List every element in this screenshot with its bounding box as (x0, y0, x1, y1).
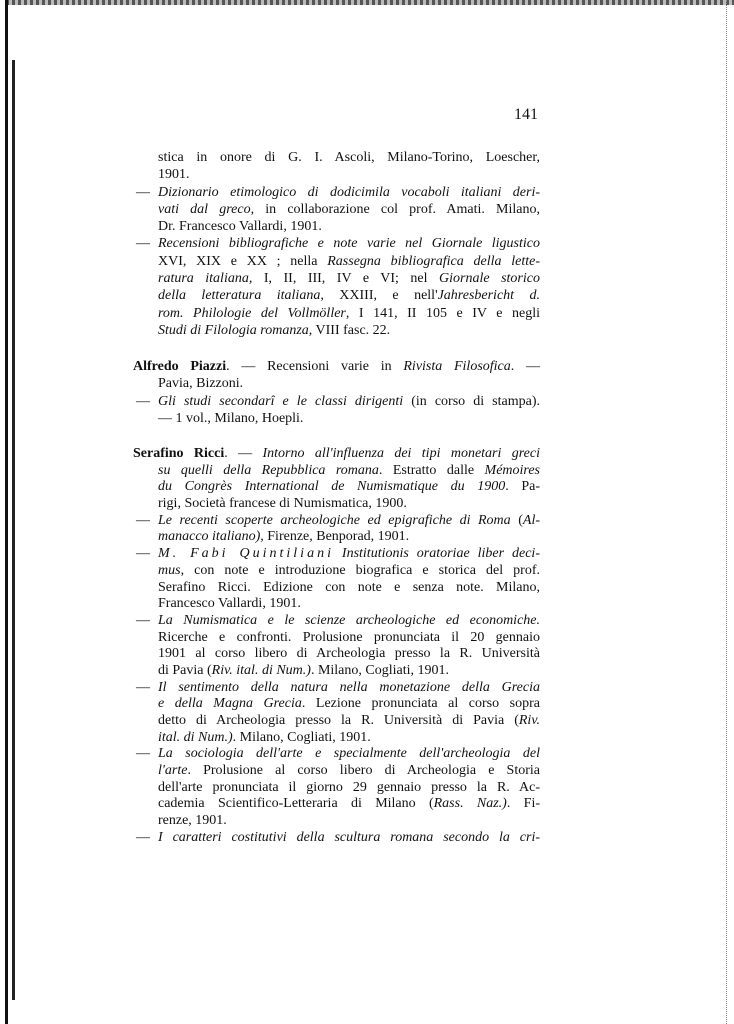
title-run: Institutionis oratoriae liber deci- (333, 546, 540, 562)
text-run: rigi, Società francese di Numismatica, 1900. (158, 496, 407, 512)
title-run: Rivista Filosofica (403, 359, 511, 374)
em-dash-marker: — (136, 184, 150, 200)
text-line (158, 166, 540, 183)
text-line (158, 270, 540, 287)
title-run: Studi di Filologia romanza, (158, 322, 313, 338)
title-run: Intorno all'influenza dei tipi monetari greci (262, 446, 540, 461)
text-line (158, 696, 540, 713)
title-run: Riv. (518, 713, 540, 728)
text-run: — 1 vol., Milano, Hoepli. (158, 410, 304, 426)
text-line (136, 235, 540, 252)
text-run: dell'arte pronunciata il giorno 29 gennaio presso la R. Ac- (158, 779, 540, 795)
text-run: di Pavia ( (158, 662, 212, 678)
author-name: Serafino Ricci (133, 446, 225, 461)
em-dash-marker: — (136, 546, 150, 562)
bibliography-item (158, 149, 540, 184)
text-line (158, 596, 540, 613)
title-run: I caratteri costitutivi della scultura romana secondo la cri- (158, 829, 540, 845)
title-run: vati dal greco (158, 201, 251, 217)
text-run: detto di Archeologia presso la R. Università di Pavia ( (158, 713, 519, 728)
text-line (158, 496, 540, 513)
text-line (158, 580, 540, 597)
title-run: La sociologia dell'arte e specialmente dell'archeologia del (158, 746, 540, 762)
em-dash-marker: — (136, 512, 150, 528)
text-run: . Lezione pronunciata al corso sopra (301, 696, 540, 712)
title-run: ital. di Num.) (158, 729, 233, 745)
title-run: e della Magna Grecia (158, 696, 302, 712)
title-run: Riv. ital. di Num.) (211, 662, 311, 678)
title-run: su quelli della Repubblica romana (158, 462, 379, 478)
text-line (136, 746, 540, 763)
em-dash-marker: — (136, 612, 150, 628)
text-run: VIII fasc. 22. (312, 322, 391, 338)
bibliography-item (136, 235, 540, 339)
text-line (158, 646, 540, 663)
text-run: Serafino Ricci. Edizione con note e senza note. Milano, (158, 579, 540, 595)
title-run: Le recenti scoperte archeologiche ed epigrafiche di Roma (158, 512, 511, 528)
text-line (136, 393, 540, 410)
title-run: rom. Philologie del Vollmöller (158, 305, 346, 321)
title-run: Rassegna bibliografica della lette- (327, 253, 540, 269)
text-line (158, 730, 540, 747)
bibliography-item (136, 746, 540, 829)
text-line (158, 218, 540, 235)
text-run: , con note e introduzione biografica e storica del prof. (180, 562, 540, 578)
scan-top-edge (0, 0, 734, 5)
text-line (133, 358, 540, 375)
em-dash-marker: — (136, 236, 150, 252)
text-line (136, 512, 540, 530)
text-line (158, 149, 540, 166)
title-run: La Numismatica e le scienze archeologiche ed economiche. (158, 612, 540, 628)
scan-binding-shadow (12, 60, 15, 1000)
bibliography-item (136, 512, 540, 546)
author-entry-paragraph (133, 446, 540, 513)
bibliography-item (136, 184, 540, 236)
text-run: , Firenze, Benporad, 1901. (260, 529, 410, 545)
text-line (136, 184, 540, 201)
text-line (158, 713, 540, 730)
text-run: 1901. (158, 167, 190, 183)
text-run: . Fi- (506, 796, 540, 812)
text-line (158, 529, 540, 546)
text-line (158, 253, 540, 270)
text-run: XXIII, e nell' (323, 288, 438, 304)
text-line (158, 780, 540, 797)
title-run: M. Fabi Quintiliani (158, 546, 334, 562)
title-run: du Congrès International de Numismatique du 1900 (158, 479, 506, 495)
title-run: della letteratura italiana, (158, 288, 324, 304)
text-line (158, 563, 540, 580)
text-line (158, 813, 540, 830)
text-line (158, 463, 540, 480)
text-run: (in corso di stampa). (403, 393, 540, 409)
text-line (136, 546, 540, 563)
text-run: , I 141, II 105 e IV e negli (345, 305, 540, 321)
text-run: . Milano, Cogliati, 1901. (232, 729, 371, 745)
text-run: . Estratto dalle (378, 462, 485, 478)
text-line (133, 446, 540, 463)
scan-right-edge (726, 0, 728, 1024)
text-line (158, 630, 540, 647)
title-run: Gli studi secondarî e le classi dirigenti (158, 393, 404, 409)
text-line (158, 663, 540, 680)
text-run: XVI, XIX e XX ; nella (158, 253, 328, 269)
text-line (158, 201, 540, 218)
text-line (158, 322, 540, 339)
bibliography-item (136, 829, 540, 847)
bibliography-item (136, 393, 540, 428)
text-line (136, 829, 540, 847)
text-run: ( (510, 512, 523, 528)
text-run: 1901 al corso libero di Archeologia presso la R. Università (158, 646, 540, 662)
text-run: Dr. Francesco Vallardi, 1901. (158, 219, 322, 235)
title-run: Mémoires (484, 462, 540, 478)
text-run: renze, 1901. (158, 813, 227, 829)
page-number: 141 (514, 106, 538, 123)
bibliography-item (136, 546, 540, 613)
text-line (158, 375, 540, 392)
title-run: Al- (522, 512, 540, 528)
text-run: Ricerche e confronti. Prolusione pronunciata il 20 gennaio (158, 629, 540, 645)
text-run: stica in onore di G. I. Ascoli, Milano-Torino, Loescher, (158, 150, 540, 165)
title-run: l'arte (158, 763, 188, 779)
em-dash-marker: — (136, 679, 150, 695)
text-run: Pavia, Bizzoni. (158, 376, 244, 392)
author-entry-paragraph (133, 358, 540, 393)
text-run: . Milano, Cogliati, 1901. (310, 662, 450, 678)
text-run: . Pa- (505, 479, 540, 495)
title-run: manacco italiano) (158, 529, 261, 545)
entry-alfredo-piazzi (133, 358, 540, 427)
text-line (158, 410, 540, 427)
text-run: cademia Scientifico-Letteraria di Milano ( (158, 796, 434, 812)
title-run: mus (158, 562, 181, 578)
text-line (158, 763, 540, 780)
title-run: Il sentimento della natura nella monetazione della Grecia (158, 679, 540, 695)
title-run: ratura italiana, (158, 271, 253, 287)
title-run: Rass. Naz.) (433, 796, 507, 812)
title-run: Jahresbericht d. (437, 288, 540, 304)
scan-left-edge (0, 0, 8, 1024)
author-name: Alfredo Piazzi (133, 359, 227, 374)
text-run: . — (224, 446, 263, 461)
title-run: Giornale storico (439, 271, 540, 287)
em-dash-marker: — (136, 393, 150, 409)
text-line (158, 305, 540, 322)
text-line (158, 796, 540, 813)
em-dash-marker: — (136, 746, 150, 762)
text-run: . — Recensioni varie in (226, 359, 404, 374)
text-line (158, 287, 540, 304)
entry-serafino-ricci (133, 446, 540, 847)
text-run: I, II, III, IV e VI; nel (252, 271, 440, 287)
text-block-continuation (136, 149, 540, 339)
text-run: . — (510, 359, 540, 374)
text-run: , in collaborazione col prof. Amati. Milano, (250, 201, 540, 217)
text-line (158, 479, 540, 496)
bibliography-item (136, 612, 540, 680)
text-line (136, 679, 540, 697)
title-run: Dizionario etimologico di dodicimila vocaboli italiani deri- (158, 184, 540, 200)
text-run: . Prolusione al corso libero di Archeologia e Storia (187, 763, 540, 779)
bibliography-item (136, 679, 540, 747)
em-dash-marker: — (136, 829, 150, 845)
title-run: Recensioni bibliografiche e note varie nel Giornale ligustico (158, 236, 540, 252)
text-run: Francesco Vallardi, 1901. (158, 596, 301, 612)
text-line (136, 612, 540, 630)
